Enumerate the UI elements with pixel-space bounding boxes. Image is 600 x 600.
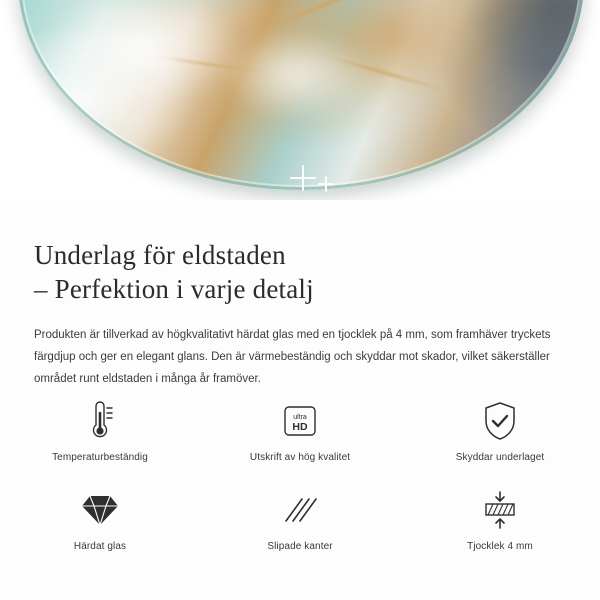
feature-label: Härdat glas [73, 541, 127, 552]
polished-edges-icon [280, 487, 320, 533]
thermometer-icon [83, 398, 117, 444]
shield-check-icon [481, 398, 519, 444]
text-content [0, 200, 600, 390]
diamond-icon [79, 487, 121, 533]
feature-item-protection [400, 392, 600, 463]
ultra-hd-icon [281, 398, 319, 444]
headline-line-2: – Perfektion i varje detalj [34, 274, 314, 304]
feature-item-polished-edges [200, 481, 400, 552]
feature-item-tempered-glass [0, 481, 200, 552]
marble-swirl-white [41, 0, 241, 108]
feature-item-thickness [400, 481, 600, 552]
feature-item-temperature [0, 392, 200, 463]
marble-swirl-highlight [222, 30, 372, 120]
page-title [0, 200, 600, 306]
feature-label: Skyddar underlaget [455, 452, 545, 463]
description-paragraph: Produkten är tillverkad av högkvalitativt härdat glas med en tjocklek på 4 mm, som framhäver tryckets färgdjup och ger en elegant glans. Den är värmebeständig och skyddar mot skador, vilket säkerställer området runt eldstaden i många år framöver. [34, 329, 551, 385]
thickness-icon [479, 487, 521, 533]
feature-label: Slipade kanter [267, 541, 333, 552]
headline-line-1: Underlag för eldstaden [34, 240, 286, 270]
hero-image [0, 0, 600, 200]
feature-item-print-quality [200, 392, 400, 463]
feature-label: Utskrift av hög kvalitet [249, 452, 351, 463]
feature-grid [0, 392, 600, 552]
svg-text:ultra: ultra [293, 414, 307, 421]
feature-label: Temperaturbeständig [52, 452, 148, 463]
svg-text:HD: HD [292, 421, 308, 433]
marble-glass-plate-image [18, 0, 584, 190]
feature-label: Tjocklek 4 mm [467, 541, 533, 552]
